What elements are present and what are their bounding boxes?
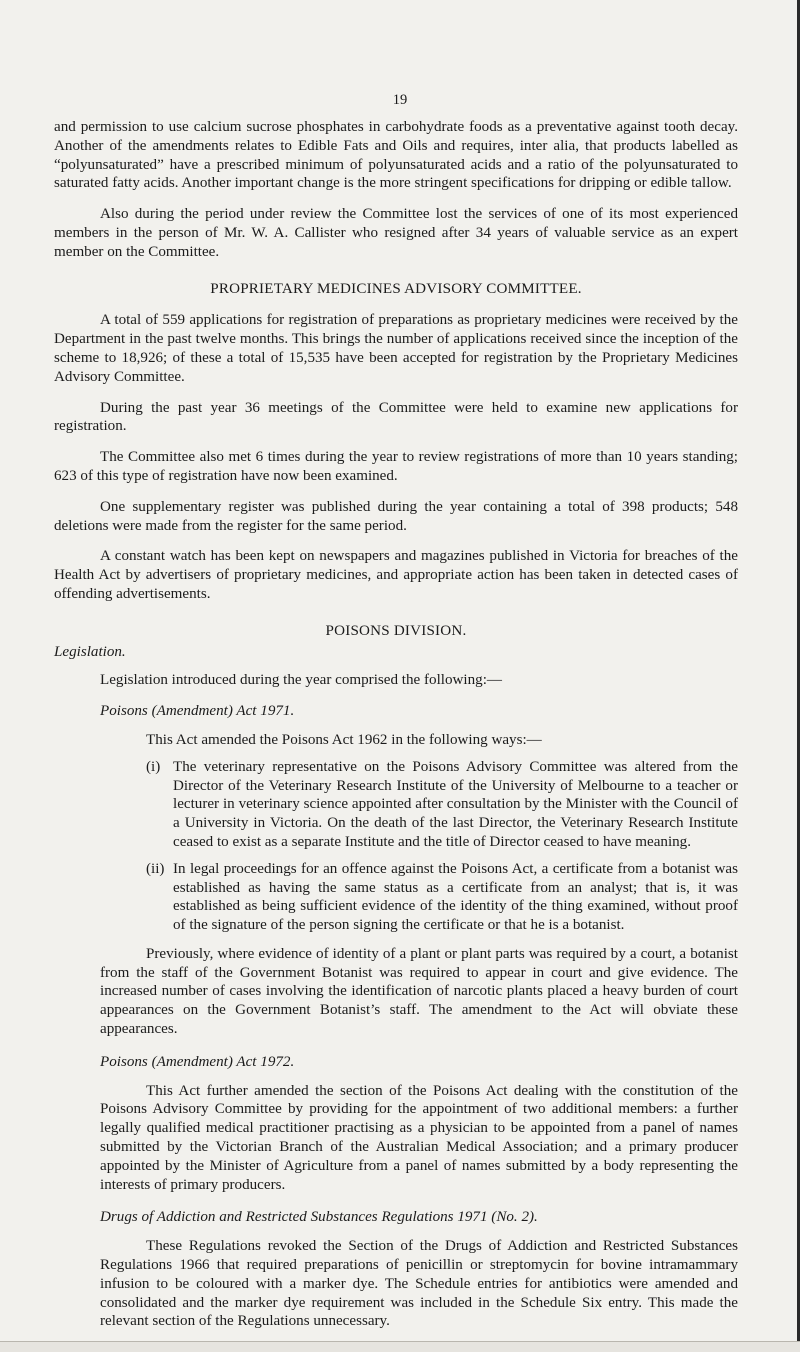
page-content xyxy=(54,118,738,1343)
paragraph: A constant watch has been kept on newspapers and magazines published in Victoria for breaches of the Health Act by advertisers of proprietary medicines, and appropriate action has been taken in detected cases of offending advertisements. xyxy=(54,548,738,602)
list-item-number: (i) xyxy=(146,758,161,775)
paragraph: During the past year 36 meetings of the Committee were held to examine new applications for registration. xyxy=(54,399,738,435)
paragraph: These Regulations revoked the Section of the Drugs of Addiction and Restricted Substances Regulations 1966 that required preparations of penicillin or streptomycin for bovine intramammary infusion to be coloured with a marker dye. The Schedule entries for antibiotics were amended and consolidated and the marker dye requirement was included in the Schedule Six entry. This made the relevant section of the Regulations unnecessary. xyxy=(100,1238,738,1330)
list-item-text: In legal proceedings for an offence against the Poisons Act, a certificate from a botanist was established as having the same status as a certificate from an analyst; that is, it was established as being sufficient evidence of the identity of the thing examined, without proof of the signature of the person signing the certificate or that he is a botanist. xyxy=(173,860,738,934)
act-title: Poisons (Amendment) Act 1972. xyxy=(100,1053,295,1070)
list-item xyxy=(146,860,738,935)
section-heading-poisons-division: POISONS DIVISION. xyxy=(325,622,467,639)
act-title: Drugs of Addiction and Restricted Substances Regulations 1971 (No. 2). xyxy=(100,1209,538,1226)
section-heading-proprietary-medicines: PROPRIETARY MEDICINES ADVISORY COMMITTEE. xyxy=(210,280,582,297)
paragraph: This Act further amended the section of the Poisons Act dealing with the constitution of the Poisons Advisory Committee by providing for the appointment of two additional members: a further legally qualified medical practitioner practising as a physician to be appointed from a panel of names submitted by the Victorian Branch of the Australian Medical Association; and a primary producer appointed by the Minister of Agriculture from a panel of names submitted by a body representing the interests of primary producers. xyxy=(100,1082,738,1193)
paragraph: One supplementary register was published during the year containing a total of 398 products; 548 deletions were made from the register for the same period. xyxy=(54,498,738,534)
side-heading-legislation: Legislation. xyxy=(54,643,126,660)
paragraph: This Act amended the Poisons Act 1962 in the following ways:— xyxy=(146,731,542,748)
page-number: 19 xyxy=(392,92,408,108)
list-item-text: The veterinary representative on the Poisons Advisory Committee was altered from the Director of the Veterinary Research Institute of the University of Melbourne to a teacher or lecturer in veterinary science appointed after consultation by the Minister with the Council of a University in Victoria. On the death of the last Director, the Veterinary Research Institute ceased to exist as a separate Institute and the title of Director ceased to have meaning. xyxy=(173,758,738,850)
paragraph: A total of 559 applications for registration of preparations as proprietary medicines were received by the Department in the past twelve months. This brings the number of applications received since the inception of the scheme to 18,926; of these a total of 15,535 have been accepted for registration by the Proprietary Medicines Advisory Committee. xyxy=(54,312,738,385)
list-item-number: (ii) xyxy=(146,860,165,877)
paragraph: and permission to use calcium sucrose phosphates in carbohydrate foods as a preventative against tooth decay. Another of the amendments relates to Edible Fats and Oils and requires, inter alia, that products labelled as “polyunsaturated” have a prescribed minimum of polyunsaturated acids and a ratio of the polyunsaturated to saturated fatty acids. Another important change is the more stringent specifications for dripping or edible tallow. xyxy=(54,119,738,192)
act-title: Poisons (Amendment) Act 1971. xyxy=(100,703,295,720)
paragraph: The Committee also met 6 times during the year to review registrations of more than 10 years standing; 623 of this type of registration have now been examined. xyxy=(54,449,738,484)
paragraph: Also during the period under review the Committee lost the services of one of its most experienced members in the person of Mr. W. A. Callister who resigned after 34 years of valuable service as an expert member on the Committee. xyxy=(54,206,738,260)
paragraph: Legislation introduced during the year comprised the following:— xyxy=(100,672,502,689)
paragraph: Previously, where evidence of identity of a plant or plant parts was required by a court, a botanist from the staff of the Government Botanist was required to appear in court and give evidence. The increased number of cases involving the identification of narcotic plants placed a heavy burden of court appearances on the Government Botanist’s staff. The amendment to the Act will obviate these appearances. xyxy=(100,945,738,1038)
list-item xyxy=(146,758,738,852)
